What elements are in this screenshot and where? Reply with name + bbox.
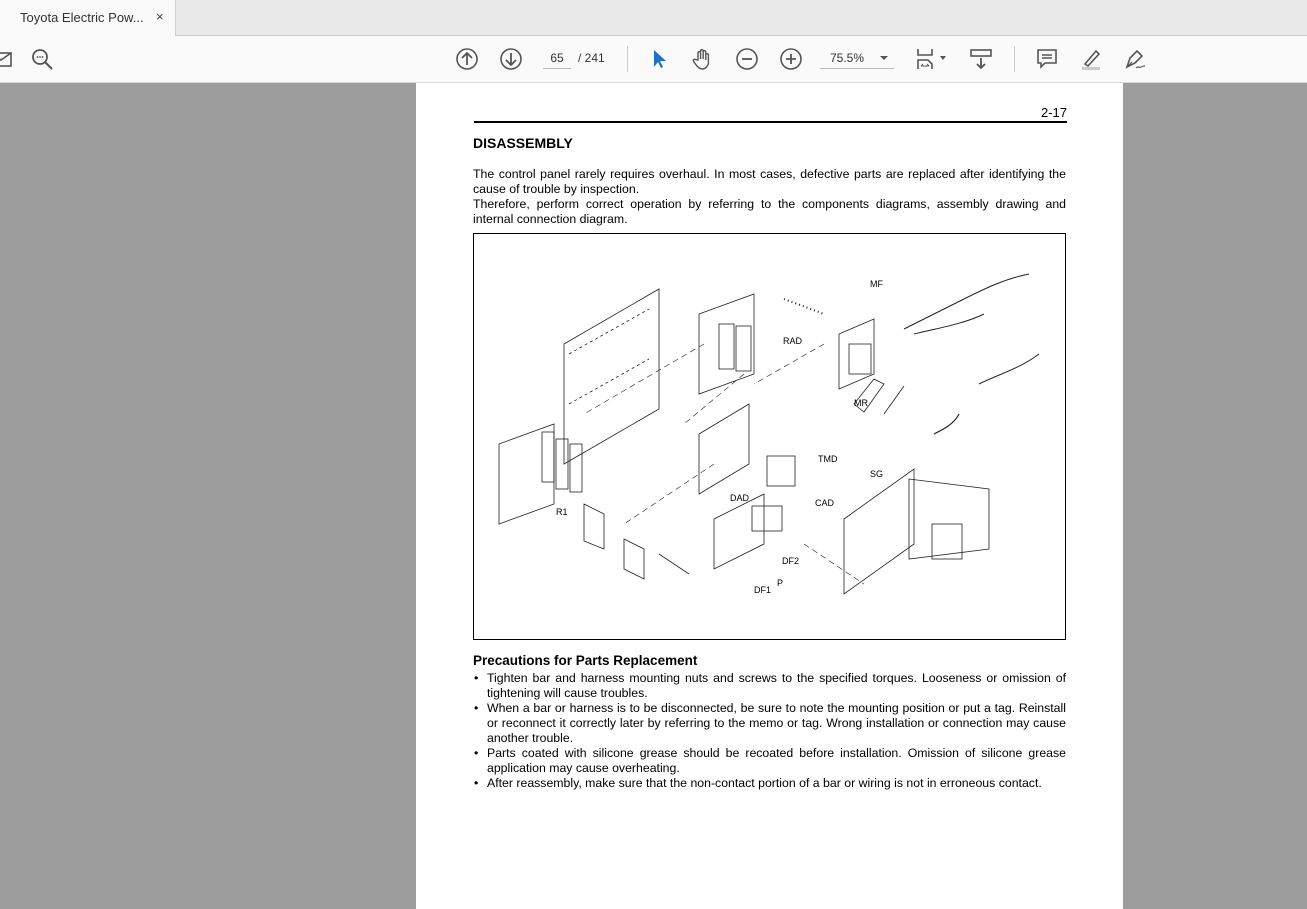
precautions-list [473,671,1066,791]
list-item: • After reassembly, make sure that the non-contact portion of a bar or wiring is not in erroneous contact. [473,776,1066,791]
page-number-header: 2-17 [474,105,1067,123]
chevron-down-icon [880,56,888,60]
pdf-page [416,83,1123,909]
select-cursor-icon[interactable] [646,46,672,72]
scroll-mode-icon[interactable] [968,46,994,72]
label-r1: R1 [556,507,568,517]
toolbar-divider [1014,46,1015,72]
tab-title: Toyota Electric Pow... [20,10,144,25]
next-page-icon[interactable] [498,46,524,72]
toolbar-divider [627,46,628,72]
label-mr: MR [854,398,868,408]
page-number-input[interactable]: 65 [543,51,571,69]
close-tab-icon[interactable]: × [156,9,164,24]
previous-page-icon[interactable] [454,46,480,72]
comment-icon[interactable] [1034,46,1060,72]
document-tab[interactable] [0,0,176,37]
intro-paragraph-2: Therefore, perform correct operation by referring to the components diagrams, assembly drawing and internal connection diagram. [473,197,1066,226]
label-p: P [777,578,784,588]
zoom-level-dropdown[interactable] [820,51,894,69]
label-df1: DF1 [754,585,772,595]
zoom-in-icon[interactable] [778,46,804,72]
section-heading: DISASSEMBLY [473,135,573,151]
label-mf: MF [870,279,883,289]
intro-paragraph-1: The control panel rarely requires overhaul. In most cases, defective parts are replaced after identifying the cause of trouble by inspection. [473,167,1066,196]
list-item: • When a bar or harness is to be disconnected, be sure to note the mounting position or put a tag. Reinstall or reconnect it correctly later by referring to the memo or tag. Wrong installation or connection may cause another trouble. [473,701,1066,746]
list-item: • Tighten bar and harness mounting nuts and screws to the specified torques. Looseness or omission of tightening will cause troubles. [473,671,1066,701]
sign-icon[interactable] [1122,46,1148,72]
label-df2: DF2 [782,556,800,566]
page-total: / 241 [578,51,605,65]
exploded-diagram [473,233,1066,640]
precautions-heading: Precautions for Parts Replacement [473,653,698,668]
list-item: • Parts coated with silicone grease should be recoated before installation. Omission of silicone grease application may cause overheating. [473,746,1066,776]
search-icon[interactable] [29,46,55,72]
fit-page-icon[interactable] [914,46,940,72]
tab-bar [0,0,1307,36]
zoom-out-icon[interactable] [734,46,760,72]
toolbar [0,36,1307,83]
label-rad: RAD [783,336,803,346]
email-icon[interactable] [0,46,14,72]
highlight-icon[interactable] [1078,46,1104,72]
fit-chevron-icon[interactable] [940,56,946,60]
label-cad: CAD [815,498,835,508]
label-dad: DAD [730,493,750,503]
label-sg: SG [870,469,884,479]
label-tmd: TMD [818,454,838,464]
zoom-level-value: 75.5% [830,51,865,65]
hand-tool-icon[interactable] [690,46,716,72]
